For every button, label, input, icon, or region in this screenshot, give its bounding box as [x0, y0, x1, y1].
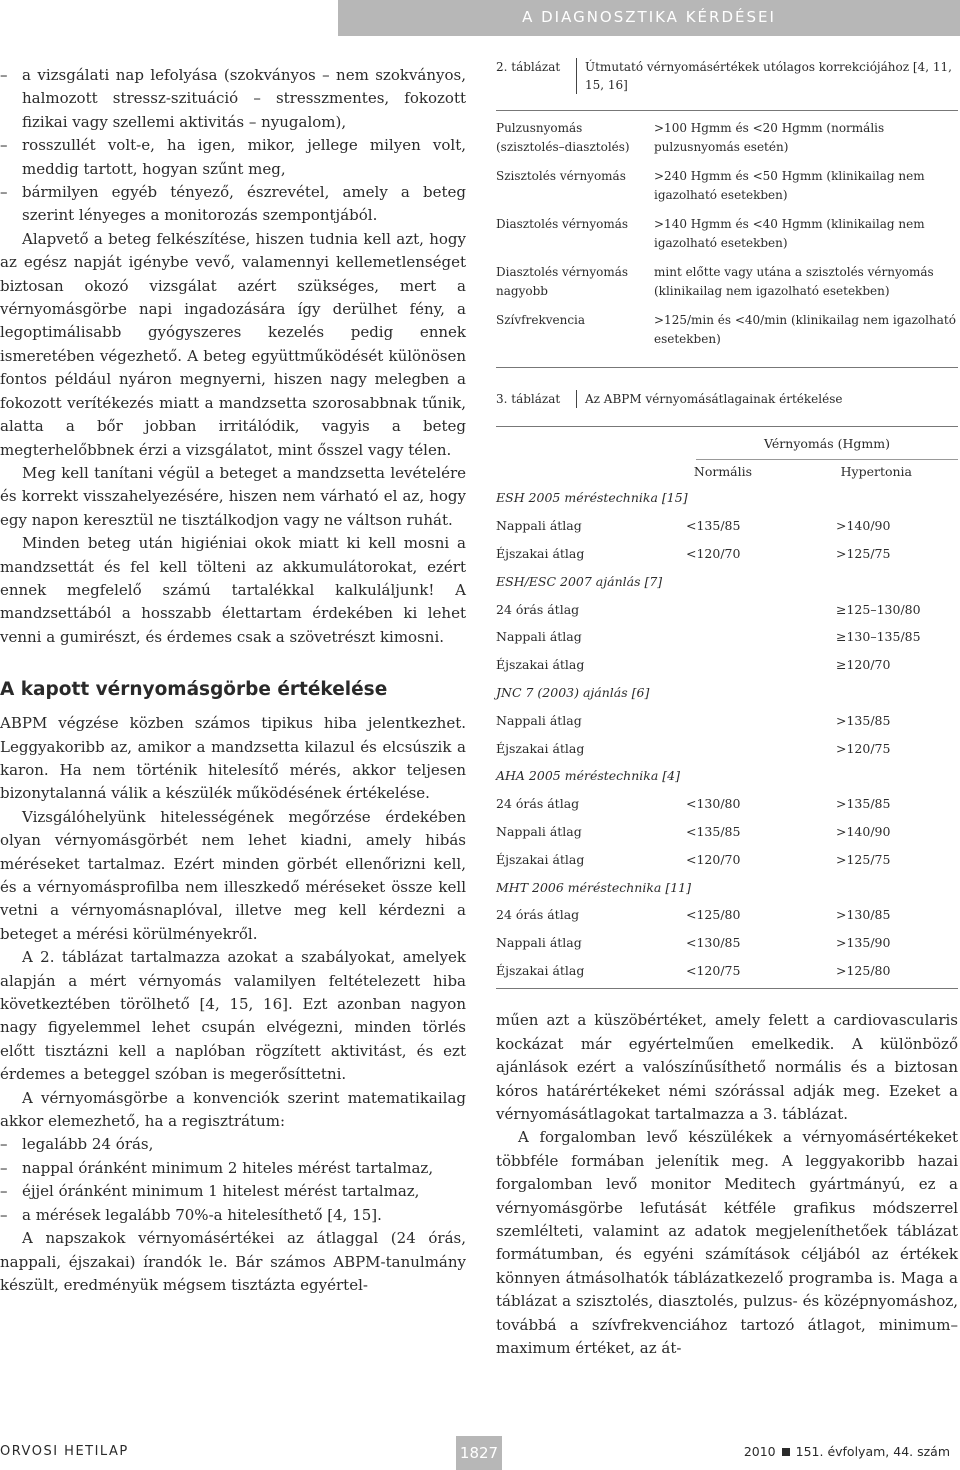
table-row: [496, 623, 958, 651]
table-cell: mint előtte vagy utána a szisztolés vérnyomás (klinikailag nem igazolható esetekben): [654, 265, 934, 298]
table3-section-title: JNC 7 (2003) ajánlás [6]: [496, 684, 650, 700]
table-cell: Nappali átlag: [496, 935, 582, 951]
table-row: [496, 263, 958, 301]
table-row: [496, 790, 958, 818]
journal-name: ORVOSI HETILAP: [0, 1444, 129, 1459]
section-header: A DIAGNOSZTIKA KÉRDÉSEI: [522, 8, 776, 26]
table-cell: >125/75: [836, 545, 891, 561]
list-item: – a mérések legalább 70%-a hitelesíthető [4, 15].: [0, 1204, 466, 1227]
table-row: [496, 512, 958, 540]
paragraph: Minden beteg után higiéniai okok miatt ki kell mosni a mandzsettát és fel kell tölteni az akkumulátorokat, ezért ennek megfelelő számú tartalékkal kalkuláljunk! A mandzsettából a hosszabb élettartam érdekében ki lehet venni a gumirészt, és érdemes csak a szövetrészt kimosni.: [0, 534, 466, 646]
table-cell: Szívfrekvencia: [496, 313, 586, 327]
table3-title: Az ABPM vérnyomásátlagainak értékelése: [576, 390, 842, 408]
table-row: [496, 818, 958, 846]
table3-section-title: ESH 2005 méréstechnika [15]: [496, 490, 688, 506]
table2-caption: [496, 58, 958, 94]
list-item: – éjjel óránként minimum 1 hitelest mérést tartalmaz,: [0, 1180, 466, 1203]
year: 2010: [743, 1444, 776, 1459]
table-cell: Éjszakai átlag: [496, 657, 585, 673]
right-column: [496, 58, 958, 1360]
table-cell: >135/90: [836, 935, 891, 951]
table3: [496, 426, 958, 989]
volume: 151. évfolyam, 44. szám: [795, 1444, 950, 1459]
left-column: [0, 64, 466, 1297]
table3-section-title: AHA 2005 méréstechnika [4]: [496, 768, 680, 784]
table-cell: >140 Hgmm és <40 Hgmm (klinikailag nem igazolható esetekben): [654, 217, 925, 250]
paragraph: A forgalomban levő készülékek a vérnyomásértékeket többféle formában jelenítik meg. A leggyakoribb hazai forgalomban levő monitor Meditech gyártmányú, ez a vérnyomásgörbe lefutását kétféle grafikus módszerrel szemlélteti, valamint az adatok megjeleníthetőek táblázat formátumban, és egyéni számítások céljából az értékek könnyen átmásolhatók táblázatkezelő programba is. Maga a táblázat a szisztolés, diasztolés, pulzus- és középnyomáshoz, továbbá a szívfrekvenciához tartozó átlagot, minimum–maximum értéket, az át-: [496, 1128, 958, 1358]
table3-section-title: MHT 2006 méréstechnika [11]: [496, 879, 692, 895]
table-cell: >135/85: [836, 796, 891, 812]
table-cell: >125/min és <40/min (klinikailag nem igazolható esetekben): [654, 313, 956, 346]
table-cell: <135/85: [686, 823, 741, 839]
table-cell: >125/80: [836, 962, 891, 978]
table-cell: >130/85: [836, 907, 891, 923]
table-cell: ≥125–130/80: [836, 601, 921, 617]
table-cell: <125/80: [686, 907, 741, 923]
list-item: – bármilyen egyéb tényező, észrevétel, amely a beteg szerint lényeges a monitorozás szempontjából.: [0, 181, 466, 228]
table3-group-header: Vérnyomás (Hgmm): [696, 433, 958, 460]
table-cell: Szisztolés vérnyomás: [496, 169, 626, 183]
table-cell: Éjszakai átlag: [496, 740, 585, 756]
table-cell: Diasztolés vérnyomás: [496, 217, 629, 231]
table-cell: <130/80: [686, 796, 741, 812]
list-item: – a vizsgálati nap lefolyása (szokványos – nem szokványos, halmozott stressz-szituáció – stresszmentes, fokozott fizikai vagy szellemi aktivitás – nyugalom),: [0, 64, 466, 134]
header-band: [338, 0, 960, 36]
table-row: [496, 957, 958, 985]
paragraph: műen azt a küszöbértéket, amely felett a cardiovascularis kockázat már egyértelműen emelkedik. A különböző ajánlások ezért a valószínűsíthető normális és a biztosan kóros határértékeket némi szórással adják meg. Ezeket a vérnyomásátlagokat tartalmazza a 3. táblázat.: [496, 1011, 958, 1123]
paragraph: A napszakok vérnyomásértékei az átlaggal (24 órás, nappali, éjszakai) írandók le. Bár számos ABPM-tanulmány készült, eredményük mégsem tisztázta egyértel-: [0, 1229, 466, 1294]
table3-body: [496, 484, 958, 984]
paragraph: A 2. táblázat tartalmazza azokat a szabályokat, amelyek alapján a mért vérnyomás valamilyen feltételezett hiba következtében törölhető [4, 15, 16]. Ezt azonban nagyon nagy figyelemmel lehet csupán elvégezni, minden törlés előtt tisztázni kell a naplóban rögzített aktivitást, és ezt érdemes a beteggel szóban is megerősíttetni.: [0, 948, 466, 1084]
table2: [496, 110, 958, 368]
table-row: [496, 119, 958, 157]
column-header-normal: Normális: [693, 464, 753, 479]
table-cell: Éjszakai átlag: [496, 545, 585, 561]
column-header-hypertonia: Hypertonia: [840, 464, 912, 479]
table-cell: Éjszakai átlag: [496, 962, 585, 978]
table3-caption: [496, 390, 958, 408]
table-row: [496, 734, 958, 762]
table-cell: 24 órás átlag: [496, 796, 580, 812]
table-cell: <130/85: [686, 935, 741, 951]
separator-square: [782, 1448, 790, 1456]
table-cell: Nappali átlag: [496, 629, 582, 645]
table-row: [496, 901, 958, 929]
section-heading: A kapott vérnyomásgörbe értékelése: [0, 679, 388, 701]
list-item: – legalább 24 órás,: [0, 1133, 466, 1156]
paragraph: Meg kell tanítani végül a beteget a mandzsetta levételére és korrekt visszahelyezésére, hiszen nem várható el az, hogy egy napon keresztül ne tisztálkodjon vagy ne váltson ruhát.: [0, 463, 466, 529]
table-cell: >125/75: [836, 851, 891, 867]
table-row: [496, 595, 958, 623]
table-cell: >120/75: [836, 740, 891, 756]
table3-label: 3. táblázat: [496, 392, 561, 406]
table-row: [496, 540, 958, 568]
table-cell: 24 órás átlag: [496, 907, 580, 923]
table-cell: <120/75: [686, 962, 741, 978]
table-row: [496, 651, 958, 679]
paragraph: Alapvető a beteg felkészítése, hiszen tudnia kell azt, hogy az egész napját igénybe vevő, valamennyi kellemetlenséget biztosan okozó vizsgálat azért szükséges, mert a vérnyomásgörbe napi ingadozására így derülhet fény, a legoptimálisabb gyógyszeres kezelés pedig ennek ismeretében végezhető. A beteg együttműködését különösen fontos például nyáron megnyerni, hiszen nagy melegben a fokozott verítékezés miatt a mandzsetta szorosabbnak tűnik, alatta a bőr jobban irritálódik, vagyis a beteg megterhelőbbnek érzi a vizsgálatot, mint ősszel vagy télen.: [0, 229, 466, 459]
table-cell: <120/70: [686, 851, 741, 867]
table-cell: <135/85: [686, 518, 741, 534]
table-cell: >140/90: [836, 823, 891, 839]
table-cell: >100 Hgmm és <20 Hgmm (normális pulzusnyomás esetén): [654, 121, 885, 154]
table-row: [496, 929, 958, 957]
table2-title: Útmutató vérnyomásértékek utólagos korrekciójához [4, 11, 15, 16]: [576, 58, 958, 94]
paragraph: Vizsgálóhelyünk hitelességének megőrzése érdekében olyan vérnyomásgörbét nem lehet kiadni, amely hibás méréseket tartalmaz. Ezért minden görbét ellenőrizni kell, és a vérnyomásprofilba nem illeszkedő méréseket össze kell vetni a vérnyomásnaplóval, illetve meg kell kérdezni a beteget a mérési körülményekről.: [0, 807, 466, 943]
table-cell: >240 Hgmm és <50 Hgmm (klinikailag nem igazolható esetekben): [654, 169, 925, 202]
paragraph: A vérnyomásgörbe a konvenciók szerint matematikailag akkor elemezhető, ha a regisztrátum:: [0, 1088, 466, 1131]
table-cell: 24 órás átlag: [496, 601, 580, 617]
table-cell: <120/70: [686, 545, 741, 561]
table2-label: 2. táblázat: [496, 60, 561, 74]
issue-info: [744, 1444, 950, 1459]
table-cell: >135/85: [836, 712, 891, 728]
table-cell: Nappali átlag: [496, 712, 582, 728]
table-cell: ≥130–135/85: [836, 629, 921, 645]
table-row: [496, 706, 958, 734]
table-cell: ≥120/70: [836, 657, 891, 673]
page-number: 1827: [456, 1436, 502, 1470]
table-cell: Pulzusnyomás (szisztolés–diasztolés): [496, 121, 630, 154]
table-cell: Nappali átlag: [496, 823, 582, 839]
table-row: [496, 167, 958, 205]
table-cell: Diasztolés vérnyomás nagyobb: [496, 265, 629, 298]
list-item: – nappal óránként minimum 2 hiteles mérést tartalmaz,: [0, 1157, 466, 1180]
table-cell: Nappali átlag: [496, 518, 582, 534]
table3-column-headers: [496, 460, 958, 484]
list-item: – rosszullét volt-e, ha igen, mikor, jellege milyen volt, meddig tartott, hogyan szűnt meg,: [0, 134, 466, 181]
table-row: [496, 311, 958, 349]
table-cell: >140/90: [836, 518, 891, 534]
table-cell: Éjszakai átlag: [496, 851, 585, 867]
table-row: [496, 845, 958, 873]
table-row: [496, 215, 958, 253]
table3-section-title: ESH/ESC 2007 ajánlás [7]: [496, 573, 663, 589]
paragraph: ABPM végzése közben számos tipikus hiba jelentkezhet. Leggyakoribb az, amikor a mandzsetta kilazul és elcsúszik a karon. Ha nem történik hitelesítő mérés, akkor teljesen bizonytalanná válik a készülék működésének értékelése.: [0, 714, 466, 803]
